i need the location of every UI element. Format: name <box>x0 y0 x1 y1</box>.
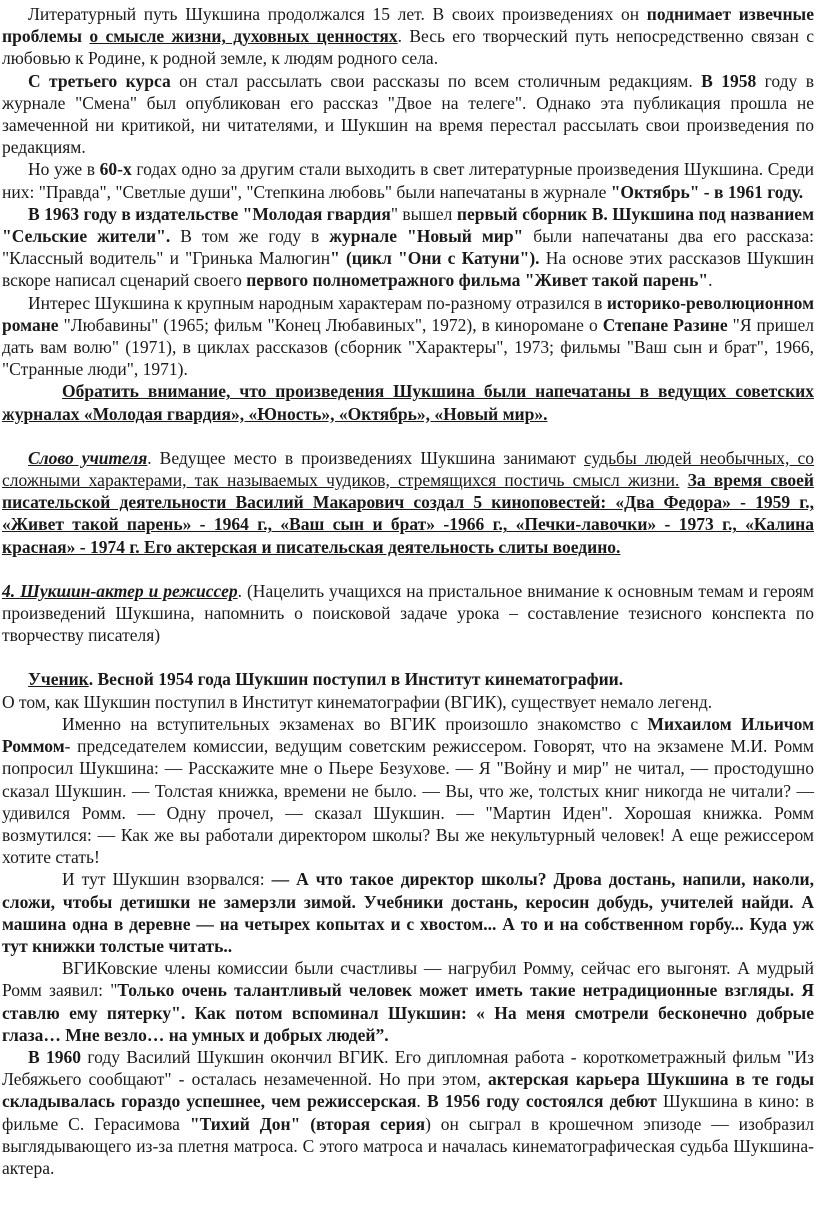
text: . (Нацелить учащихся на пристальное внимание к основным темам и героям произведений Шукшина, напомнить о поисковой задаче урока – составление тезисного конспекта по творчеству писателя) <box>2 580 814 646</box>
text: Литературный путь Шукшина продолжался 15 лет. В своих произведениях он <box>28 4 647 24</box>
bold-text: Михаилом Ильичом Роммом <box>2 713 814 757</box>
text: . <box>708 270 713 291</box>
text: . Весь его творческий путь непосредственно связан с любовью к Родине, к родной земле, к людям родного села. <box>2 26 814 69</box>
bold-text: поднимает извечные проблемы <box>2 4 814 47</box>
bold-text: Только очень талантливый человек может иметь такие нетрадиционные взгляды. Я ставлю ему пятерку". Как потом вспоминал Шукшин: « На меня смотрели бесконечно добрые глаза… Мне везло… на умных и добрых людей”. <box>2 980 814 1045</box>
bold-text: первого полнометражного фильма "Живет такой парень" <box>246 270 709 291</box>
paragraph-characters <box>2 292 814 381</box>
paragraph-student <box>2 668 814 690</box>
text: году Василий Шукшин окончил ВГИК. Его дипломная работа - короткометражный фильм "Из Лебяжьего сообщают" - осталась незамеченной. Но при этом, <box>2 1046 814 1090</box>
note-paragraph: Обратить внимание, что произведения Шукшина были напечатаны в ведущих советских журналах «Молодая гвардия», «Юность», «Октябрь», «Новый мир». <box>2 381 814 424</box>
text: были напечатаны два его рассказа: "Классный водитель" и "Гринька Малюгин <box>2 226 814 269</box>
paragraph-teacher-word <box>2 447 814 558</box>
text: годах одно за другим стали выходить в свет литературные произведения Шукшина. Среди них: "Правда", "Светлые души", "Степкина любовь" были напечатаны в журнале <box>2 159 814 202</box>
text: ВГИКовские члены комиссии были счастливы — нагрубил Ромму, сейчас его выгонят. А мудрый Ромм заявил: " <box>2 958 814 1001</box>
spacer <box>2 558 814 580</box>
text: "Любавины" (1965; фильм "Конец Любавиных", 1972), в киноромане о <box>58 314 603 335</box>
section-4-heading: 4. Шукшин-актер и режиссер <box>2 580 238 601</box>
text: он стал рассылать свои рассказы по всем столичным редакциям. <box>170 70 702 91</box>
bold-text: журнале "Новый мир" <box>329 226 524 247</box>
text: Но уже в <box>28 159 100 180</box>
text: ) он сыграл в крошечном эпизоде — изобразил выглядывающего из-за плетня матроса. С этого матроса и началась кинематографическая судьба Шукшина-актера. <box>2 1113 815 1178</box>
bold-text: — А что такое директор школы? Дрова достань, напили, наколи, сложи, чтобы детишки не замерзли зимой. Учебники достань, керосин добудь, учителей найди. А машина одна в деревне — на четырех копытах и с хвостом... А то и на собственном горбу... Куда уж тут книжки толстые читать.. <box>2 869 814 956</box>
bold-text: "Тихий Дон" (вторая серия <box>189 1113 426 1134</box>
spacer <box>2 425 814 447</box>
bold-text: актерская карьера Шукшина в те годы складывалась гораздо успешнее, чем режиссерская <box>2 1069 814 1112</box>
paragraph-romm-exam <box>2 713 814 868</box>
paragraph-1963 <box>2 203 814 292</box>
paragraph-1960 <box>2 1046 814 1179</box>
text: На основе этих рассказов Шукшин вскоре написал сценарий своего <box>2 248 814 291</box>
section-4-paragraph <box>2 580 814 647</box>
text: Шукшина в кино: в фильме С. Герасимова <box>2 1091 815 1134</box>
paragraph-romm-verdict <box>2 957 814 1046</box>
teacher-word-label: Слово учителя <box>28 447 148 468</box>
space <box>679 470 687 490</box>
bold-text: Степане Разине <box>602 314 728 335</box>
text: В том же году в <box>170 226 330 247</box>
text: - председателем комиссии, ведущим советским режиссером. Говорят, что на экзамене М.И. Ромм попросил Шукшина: — Расскажите мне о Пьере Безухове. — Я "Войну и мир" не читал, — простодушно сказал Шукшин. — Толстая книжка, времени не было. — Вы, что же, толстых книг никогда не читали? — удивился Ромм. — Одну прочел, — сказал Шукшин. — "Мартин Иден". Хорошая книжка. Ромм возмутился: — Как же вы работали директором школы? Вы же некультурный человек! А еще режиссером хотите стать! <box>2 736 814 868</box>
bold-text: первый сборник В. Шукшина под названием "Сельские жители". <box>2 203 814 247</box>
bold-text: С третьего курса <box>28 70 171 91</box>
text: . <box>416 1091 428 1112</box>
text: "Я пришел дать вам волю" (1971), в циклах рассказов (сборник "Характеры", 1973; фильмы "Ваш сын и брат", 1966, "Странные люди", 1971). <box>2 314 814 380</box>
bold-text: 60-х <box>99 159 132 180</box>
paragraph-literary-path <box>2 3 814 70</box>
spacer <box>2 646 814 668</box>
paragraph-third-course <box>2 70 814 159</box>
text: Именно на вступительных экзаменах во ВГИК произошло знакомство с <box>62 713 648 734</box>
bold-text: В 1956 году состоялся дебют <box>427 1091 657 1112</box>
text: И тут Шукшин взорвался: <box>62 869 272 890</box>
bold-underlined-text: о смысле жизни, духовных ценностях <box>89 26 398 47</box>
text: Интерес Шукшина к крупным народным характерам по-разному отразился в <box>28 292 607 313</box>
paragraph-shukshin-answer <box>2 868 814 957</box>
text: году в журнале "Смена" был опубликован его рассказ "Двое на телеге". Однако эта публикация прошла не замеченной ни критикой, ни читателями, и Шукшин на время перестал рассылать свои произведения по редакциям. <box>2 70 814 158</box>
bold-text: "Октябрь" - в 1961 году. <box>610 181 804 202</box>
bold-text: " (цикл "Они с Катуни"). <box>330 248 540 269</box>
student-label: Ученик <box>28 669 89 690</box>
bold-text: В 1963 году в издательстве "Молодая гвардия <box>28 203 391 224</box>
bold-text: . Весной 1954 года Шукшин поступил в Институт кинематографии. <box>88 669 624 690</box>
bold-text: историко-революционном романе <box>2 292 814 335</box>
bold-text: В 1958 <box>701 70 757 91</box>
bold-underlined-text: За время своей писательской деятельности Василий Макарович создал 5 киноповестей: «Два Федора» - 1959 г., «Живет такой парень» - 1964 г., «Ваш сын и брат» -1966 г., «Печки-лавочки» - 1973 г., «Калина красная» - 1974 г. Его актерская и писательская деятельность слиты воедино. <box>2 470 815 557</box>
paragraph-sixties <box>2 158 814 202</box>
text: . Ведущее место в произведениях Шукшина занимают <box>147 447 584 468</box>
bold-text: В 1960 <box>28 1046 82 1067</box>
underlined-text: судьбы людей необычных, со сложными характерами, так называемых чудиков, стремящихся постичь смысл жизни. <box>2 447 814 491</box>
text: " вышел <box>390 203 457 224</box>
paragraph-legends: О том, как Шукшин поступил в Институт кинематографии (ВГИК), существует немало легенд. <box>2 691 713 712</box>
